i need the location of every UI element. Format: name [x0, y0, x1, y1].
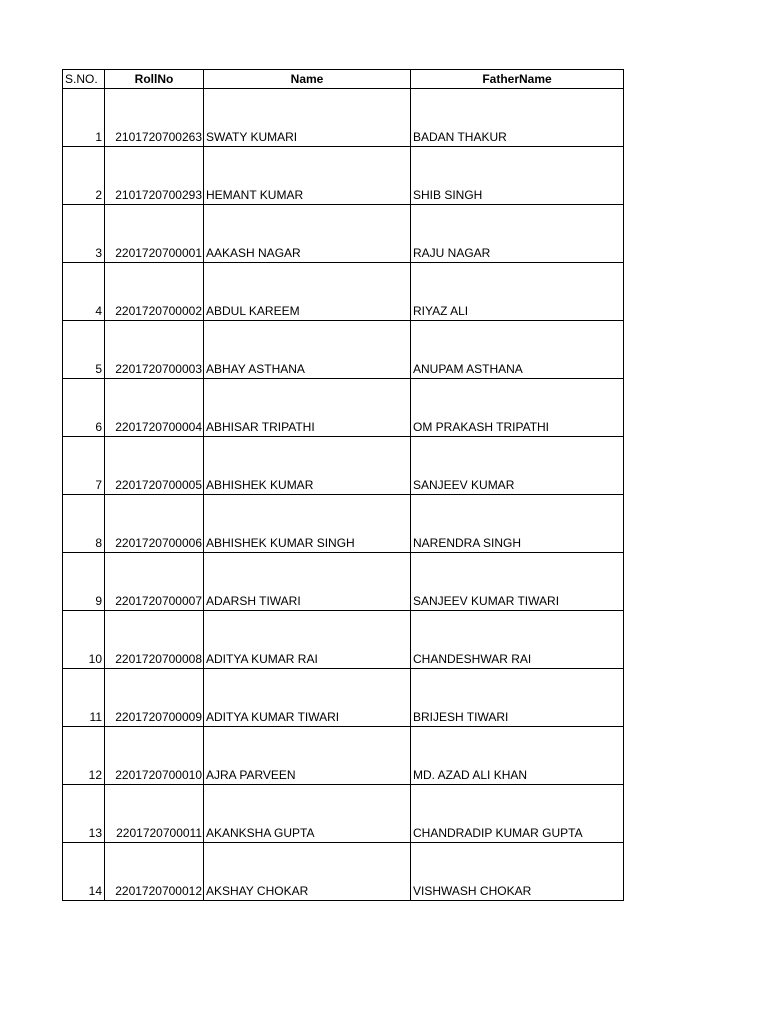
- table-row: [63, 611, 624, 669]
- cell-name: SWATY KUMARI: [204, 89, 411, 147]
- table-row: [63, 727, 624, 785]
- table-row: [63, 553, 624, 611]
- cell-fathername: RAJU NAGAR: [411, 205, 624, 263]
- cell-fathername: BADAN THAKUR: [411, 89, 624, 147]
- cell-name: ABHISHEK KUMAR SINGH: [204, 495, 411, 553]
- cell-name: ADARSH TIWARI: [204, 553, 411, 611]
- table-row: [63, 437, 624, 495]
- cell-fathername: OM PRAKASH TRIPATHI: [411, 379, 624, 437]
- cell-rollno: 2201720700011: [105, 785, 204, 843]
- cell-rollno: 2201720700007: [105, 553, 204, 611]
- cell-rollno: 2201720700012: [105, 843, 204, 901]
- cell-sno: 13: [63, 785, 105, 843]
- cell-fathername: VISHWASH CHOKAR: [411, 843, 624, 901]
- table-row: [63, 495, 624, 553]
- cell-name: ADITYA KUMAR RAI: [204, 611, 411, 669]
- cell-sno: 9: [63, 553, 105, 611]
- cell-fathername: SANJEEV KUMAR TIWARI: [411, 553, 624, 611]
- table-row: [63, 263, 624, 321]
- table-header-row: [63, 70, 624, 89]
- cell-fathername: RIYAZ ALI: [411, 263, 624, 321]
- cell-fathername: NARENDRA SINGH: [411, 495, 624, 553]
- cell-sno: 10: [63, 611, 105, 669]
- cell-sno: 11: [63, 669, 105, 727]
- cell-sno: 12: [63, 727, 105, 785]
- cell-sno: 7: [63, 437, 105, 495]
- cell-fathername: SANJEEV KUMAR: [411, 437, 624, 495]
- header-rollno: RollNo: [105, 70, 204, 89]
- cell-rollno: 2201720700002: [105, 263, 204, 321]
- cell-rollno: 2101720700293: [105, 147, 204, 205]
- cell-name: ADITYA KUMAR TIWARI: [204, 669, 411, 727]
- cell-rollno: 2101720700263: [105, 89, 204, 147]
- student-list-sheet: [62, 69, 624, 901]
- cell-sno: 8: [63, 495, 105, 553]
- student-table: [62, 69, 624, 901]
- cell-fathername: BRIJESH TIWARI: [411, 669, 624, 727]
- table-row: [63, 843, 624, 901]
- cell-fathername: ANUPAM ASTHANA: [411, 321, 624, 379]
- table-row: [63, 205, 624, 263]
- table-row: [63, 321, 624, 379]
- cell-rollno: 2201720700005: [105, 437, 204, 495]
- cell-sno: 2: [63, 147, 105, 205]
- cell-name: HEMANT KUMAR: [204, 147, 411, 205]
- header-sno: S.NO.: [63, 70, 105, 89]
- cell-rollno: 2201720700010: [105, 727, 204, 785]
- table-body: [63, 89, 624, 901]
- cell-fathername: MD. AZAD ALI KHAN: [411, 727, 624, 785]
- table-row: [63, 669, 624, 727]
- cell-name: AJRA PARVEEN: [204, 727, 411, 785]
- cell-rollno: 2201720700001: [105, 205, 204, 263]
- cell-rollno: 2201720700004: [105, 379, 204, 437]
- cell-rollno: 2201720700009: [105, 669, 204, 727]
- cell-sno: 5: [63, 321, 105, 379]
- cell-rollno: 2201720700006: [105, 495, 204, 553]
- cell-fathername: SHIB SINGH: [411, 147, 624, 205]
- cell-name: ABDUL KAREEM: [204, 263, 411, 321]
- cell-name: AKSHAY CHOKAR: [204, 843, 411, 901]
- cell-fathername: CHANDRADIP KUMAR GUPTA: [411, 785, 624, 843]
- cell-sno: 3: [63, 205, 105, 263]
- cell-fathername: CHANDESHWAR RAI: [411, 611, 624, 669]
- cell-name: ABHAY ASTHANA: [204, 321, 411, 379]
- cell-name: ABHISAR TRIPATHI: [204, 379, 411, 437]
- header-name: Name: [204, 70, 411, 89]
- cell-sno: 1: [63, 89, 105, 147]
- cell-sno: 6: [63, 379, 105, 437]
- cell-sno: 4: [63, 263, 105, 321]
- table-row: [63, 379, 624, 437]
- header-fathername: FatherName: [411, 70, 624, 89]
- cell-name: AAKASH NAGAR: [204, 205, 411, 263]
- cell-name: ABHISHEK KUMAR: [204, 437, 411, 495]
- cell-sno: 14: [63, 843, 105, 901]
- cell-name: AKANKSHA GUPTA: [204, 785, 411, 843]
- table-row: [63, 147, 624, 205]
- table-row: [63, 89, 624, 147]
- table-row: [63, 785, 624, 843]
- cell-rollno: 2201720700008: [105, 611, 204, 669]
- cell-rollno: 2201720700003: [105, 321, 204, 379]
